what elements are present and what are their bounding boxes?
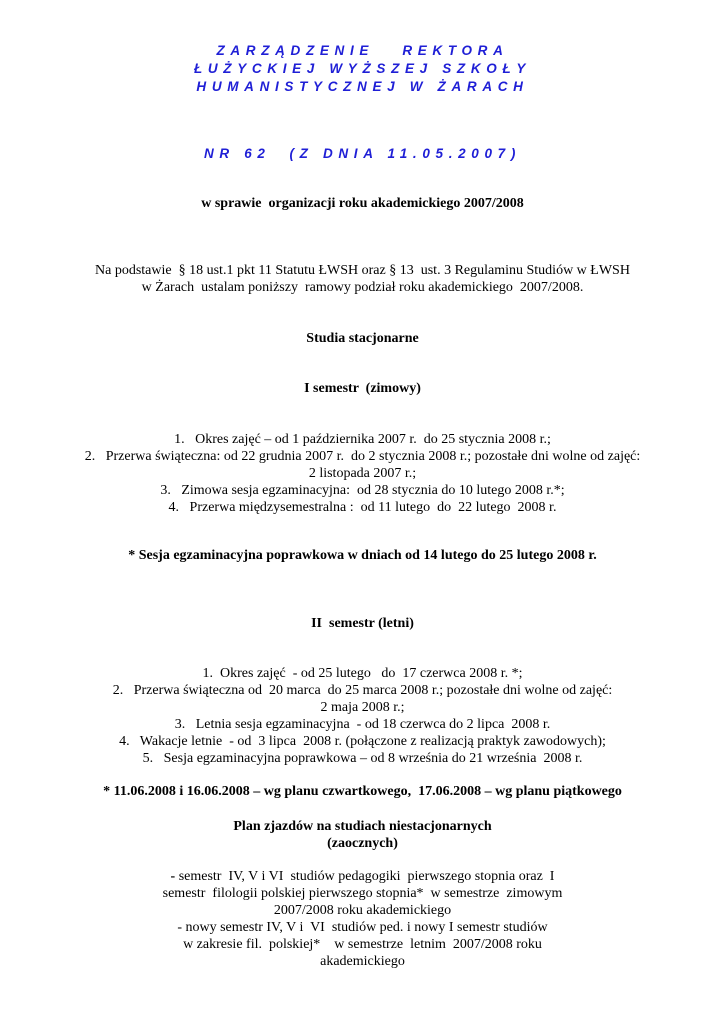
intro-line-2: w Żarach ustalam poniższy ramowy podział roku akademickiego 2007/2008. [141,280,584,295]
semester2-item-4: 4. Wakacje letnie - od 3 lipca 2008 r. (połączone z realizacją praktyk zawodowych); [119,734,606,749]
subject-line: w sprawie organizacji roku akademickiego 2007/2008 [201,196,524,211]
para1-dash: - [170,869,176,884]
header-title-line3: HUMANISTYCZNEJ W ŻARACH [196,79,529,94]
header-title-line2: ŁUŻYCKIEJ WYŻSZEJ SZKOŁY [193,61,532,76]
para1-line1-text: semestr IV, V i VI studiów pedagogiki pierwszego stopnia oraz I [175,869,555,884]
niestacjonarne-subheading: (zaocznych) [327,836,398,851]
semester2-item-3: 3. Letnia sesja egzaminacyjna - od 18 czerwca do 2 lipca 2008 r. [174,717,551,732]
niestacjonarne-para2-line1: - nowy semestr IV, V i VI studiów ped. i nowy I semestr studiów [177,920,548,935]
semester1-item-2: 2. Przerwa świąteczna: od 22 grudnia 2007 r. do 2 stycznia 2008 r.; pozostałe dni wolne od zajęć: [84,449,641,464]
niestacjonarne-para2-line3: akademickiego [320,954,405,969]
niestacjonarne-para1-line1 [0,868,725,885]
semester1-note: * Sesja egzaminacyjna poprawkowa w dniach od 14 lutego do 25 lutego 2008 r. [128,548,597,563]
niestacjonarne-para1-line2: semestr filologii polskiej pierwszego stopnia* w semestrze zimowym [162,886,563,901]
semester1-item-3: 3. Zimowa sesja egzaminacyjna: od 28 stycznia do 10 lutego 2008 r.*; [160,483,565,498]
semester2-heading: II semestr (letni) [311,616,414,631]
semester1-item-4: 4. Przerwa międzysemestralna : od 11 lutego do 22 lutego 2008 r. [168,500,557,515]
section-heading-stacjonarne: Studia stacjonarne [306,331,419,346]
semester1-item-1: 1. Okres zajęć – od 1 października 2007 r. do 25 stycznia 2008 r.; [174,432,551,447]
semester2-item-1: 1. Okres zajęć - od 25 lutego do 17 czerwca 2008 r. *; [202,666,523,681]
semester1-heading: I semestr (zimowy) [304,381,421,396]
niestacjonarne-para1-line3: 2007/2008 roku akademickiego [273,903,452,918]
header-title-line1: ZARZĄDZENIE REKTORA [216,43,509,58]
niestacjonarne-para2-line2: w zakresie fil. polskiej* w semestrze letnim 2007/2008 roku [183,937,542,952]
semester1-item-2-continued: 2 listopada 2007 r.; [308,466,417,481]
semester2-item-2: 2. Przerwa świąteczna od 20 marca do 25 marca 2008 r.; pozostałe dni wolne od zajęć: [112,683,613,698]
semester2-note: * 11.06.2008 i 16.06.2008 – wg planu czwartkowego, 17.06.2008 – wg planu piątkowego [103,784,622,799]
semester2-item-5: 5. Sesja egzaminacyjna poprawkowa – od 8 września do 21 września 2008 r. [142,751,583,766]
niestacjonarne-heading: Plan zjazdów na studiach niestacjonarnych [233,819,492,834]
intro-line-1: Na podstawie § 18 ust.1 pkt 11 Statutu ŁWSH oraz § 13 ust. 3 Regulaminu Studiów w ŁWSH [95,263,630,278]
semester2-item-2-continued: 2 maja 2008 r.; [320,700,405,715]
order-number: NR 62 (Z DNIA 11.05.2007) [204,146,521,161]
